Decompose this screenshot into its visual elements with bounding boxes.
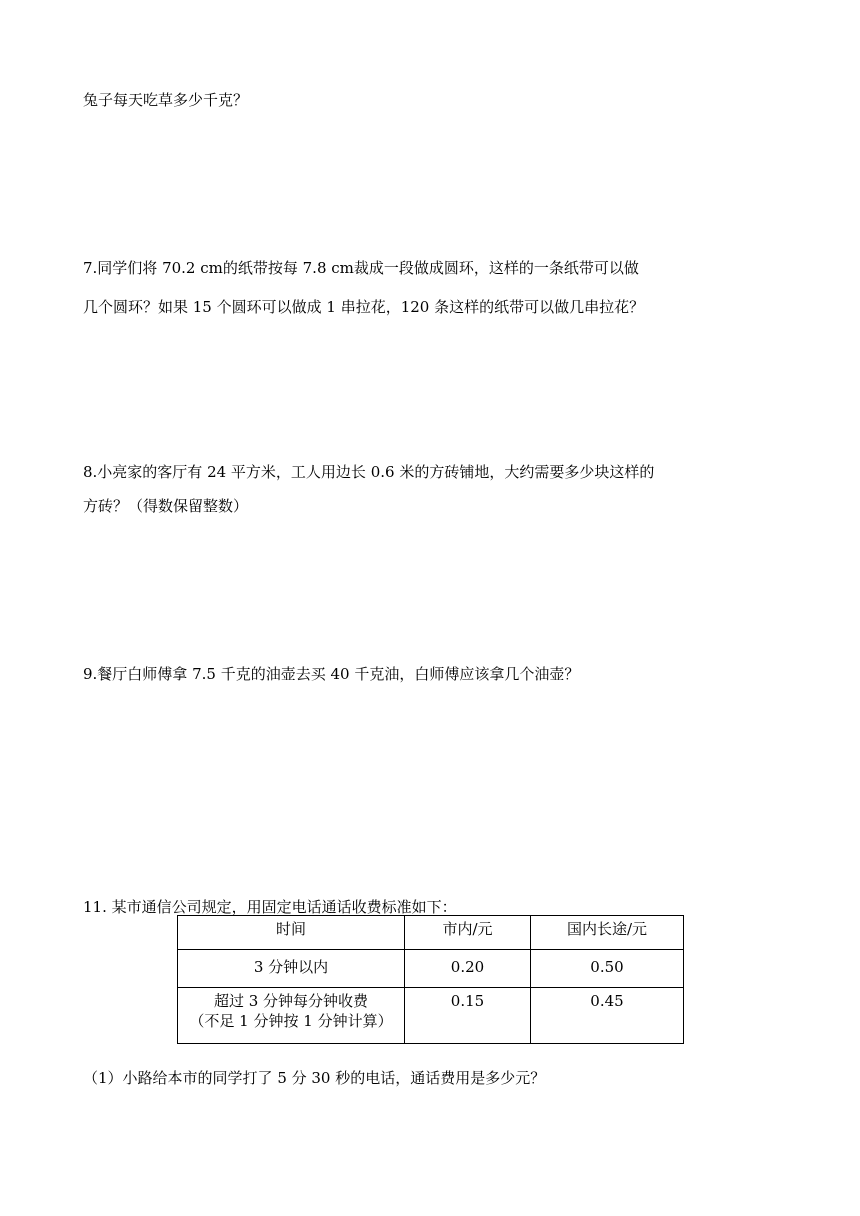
row-2-time-main: 超过 3 分钟每分钟收费 bbox=[213, 992, 369, 1010]
row-2-long-distance: 0.45 bbox=[531, 988, 684, 1044]
question-8-line-1: 8.小亮家的客厅有 24 平方米，工人用边长 0.6 米的方砖铺地，大约需要多少块这样的 bbox=[83, 463, 655, 481]
row-1-long-distance: 0.50 bbox=[531, 950, 684, 988]
row-1-time: 3 分钟以内 bbox=[178, 950, 405, 988]
question-11-intro: 11. 某市通信公司规定，用固定电话通话收费标准如下： bbox=[83, 898, 457, 916]
question-8-line-2: 方砖？（得数保留整数） bbox=[83, 497, 249, 515]
question-7-line-2: 几个圆环？如果 15 个圆环可以做成 1 串拉花，120 条这样的纸带可以做几串拉花？ bbox=[83, 298, 645, 316]
question-11-part-1: （1）小路给本市的同学打了 5 分 30 秒的电话，通话费用是多少元？ bbox=[83, 1069, 546, 1087]
fee-table bbox=[177, 915, 684, 1044]
row-2-time bbox=[178, 988, 405, 1044]
question-7-line-1: 7.同学们将 70.2 cm的纸带按每 7.8 cm裁成一段做成圆环，这样的一条纸带可以做 bbox=[83, 259, 639, 277]
table-row bbox=[178, 988, 684, 1044]
question-6-continuation: 兔子每天吃草多少千克？ bbox=[83, 91, 249, 109]
fee-table-header-row bbox=[178, 916, 684, 950]
question-9: 9.餐厅白师傅拿 7.5 千克的油壶去买 40 千克油，白师傅应该拿几个油壶？ bbox=[83, 665, 580, 683]
header-long-distance: 国内长途/元 bbox=[531, 916, 684, 950]
header-time: 时间 bbox=[178, 916, 405, 950]
table-row bbox=[178, 950, 684, 988]
row-1-local: 0.20 bbox=[405, 950, 531, 988]
row-2-time-note: （不足 1 分钟按 1 分钟计算） bbox=[189, 1012, 393, 1030]
row-2-local: 0.15 bbox=[405, 988, 531, 1044]
header-local: 市内/元 bbox=[405, 916, 531, 950]
